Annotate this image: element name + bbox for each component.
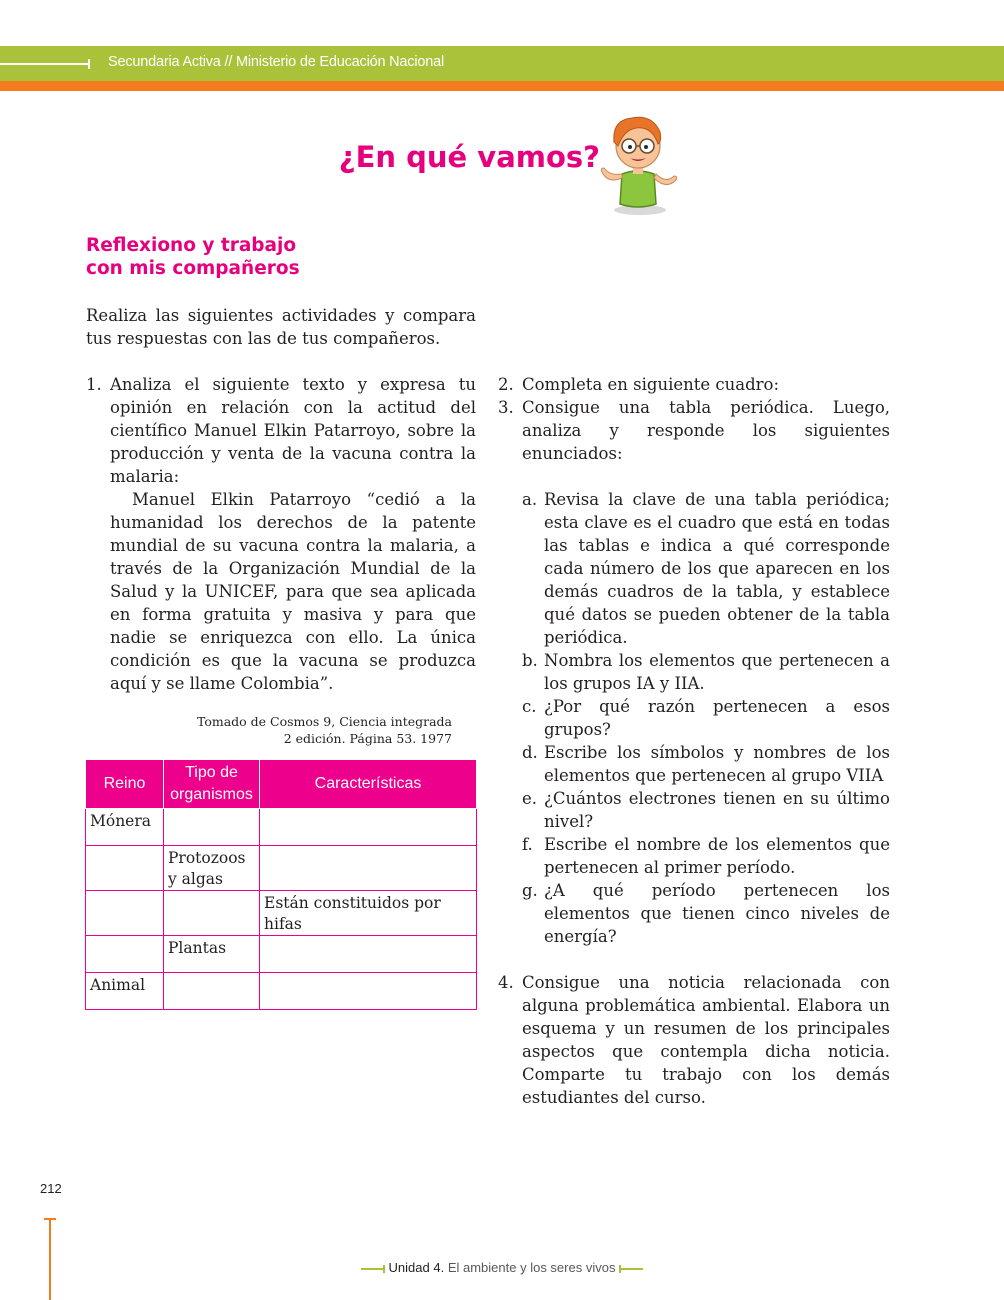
left-column xyxy=(86,373,476,747)
page-number: 212 xyxy=(40,1181,62,1196)
table-cell[interactable] xyxy=(260,809,477,846)
sub-item-g xyxy=(498,879,890,948)
item-text: Analiza el siguiente texto y expresa tu opinión en relación con la actitud del científico Manuel Elkin Patarroyo, sobre la producción y venta de la vacuna contra la malaria: xyxy=(110,375,476,486)
table-header: Características xyxy=(260,760,477,809)
sub-letter: e. xyxy=(522,789,538,808)
table-row xyxy=(86,809,477,846)
footer-unit-title: El ambiente y los seres vivos xyxy=(447,1260,616,1275)
table-cell[interactable] xyxy=(260,973,477,1010)
table-cell[interactable] xyxy=(164,973,260,1010)
sub-item-c xyxy=(498,695,890,741)
table-cell[interactable]: Animal xyxy=(86,973,164,1010)
sub-item-d xyxy=(498,741,890,787)
right-column xyxy=(498,373,890,1109)
item-number: 1. xyxy=(86,375,102,394)
sub-text: ¿Cuántos electrones tienen en su último nivel? xyxy=(544,789,890,831)
table-header: Tipo de organismos xyxy=(164,760,260,809)
table-cell[interactable] xyxy=(86,891,164,936)
page-margin-line xyxy=(49,1218,51,1300)
intro-paragraph: Realiza las siguientes actividades y compara tus respuestas con las de tus compañeros. xyxy=(86,306,476,348)
kingdoms-table xyxy=(85,759,476,1010)
page-footer xyxy=(0,1260,1004,1275)
sub-item-f xyxy=(498,833,890,879)
sub-text: ¿A qué período pertenecen los elementos que tienen cinco niveles de energía? xyxy=(544,881,890,946)
item-text: Completa en siguiente cuadro: xyxy=(522,375,780,394)
sub-letter: g. xyxy=(522,881,538,900)
sub-text: Nombra los elementos que pertenecen a los grupos IA y IIA. xyxy=(544,651,890,693)
sub-letter: b. xyxy=(522,651,538,670)
activity-item-4 xyxy=(498,971,890,1109)
item-number: 3. xyxy=(498,398,514,417)
sub-letter: c. xyxy=(522,697,537,716)
table-cell[interactable]: Están constituidos por hifas xyxy=(260,891,477,936)
banner-text: Secundaria Activa // Ministerio de Educación Nacional xyxy=(108,54,444,70)
table-cell[interactable]: Mónera xyxy=(86,809,164,846)
table-cell[interactable] xyxy=(86,936,164,973)
table-row xyxy=(86,936,477,973)
table-cell[interactable]: Plantas xyxy=(164,936,260,973)
table-cell[interactable] xyxy=(260,936,477,973)
table-row xyxy=(86,846,477,891)
sub-letter: f. xyxy=(522,835,533,854)
sub-letter: d. xyxy=(522,743,538,762)
sub-text: Escribe los símbolos y nombres de los elementos que pertenecen al grupo VIIA xyxy=(544,743,890,785)
item-text: Consigue una noticia relacionada con alguna problemática ambiental. Elabora un esquema y un resumen de los principales aspectos que contempla dicha noticia. Comparte tu trabajo con los demás estudiantes del curso. xyxy=(522,973,890,1107)
banner-decorative-line xyxy=(0,63,90,65)
sub-text: Revisa la clave de una tabla periódica; esta clave es el cuadro que está en todas las tablas e indica a qué corresponde cada número de los que aparecen en los demás cuadros de la tabla, y establece qué datos se pueden obtener de la tabla periódica. xyxy=(544,490,890,647)
footer-left-dash xyxy=(361,1268,385,1270)
table-cell[interactable]: Protozoos y algas xyxy=(164,846,260,891)
activity-item-2 xyxy=(498,373,890,396)
quote-text: Manuel Elkin Patarroyo “cedió a la humanidad los derechos de la patente mundial de su vacuna contra la malaria, a través de la Organización Mundial de la Salud y la UNICEF, para que sea aplicada en forma gratuita y masiva y para que nadie se enriquezca con ello. La única condición es que la vacuna se produzca aquí y se llame Colombia”. xyxy=(110,490,476,693)
table-header-row xyxy=(86,760,477,809)
quote-source xyxy=(86,713,476,747)
activity-item-1 xyxy=(86,373,476,488)
sub-text: Escribe el nombre de los elementos que pertenecen al primer período. xyxy=(544,835,890,877)
sub-letter: a. xyxy=(522,490,538,509)
header-banner xyxy=(0,46,1004,81)
item-text: Consigue una tabla periódica. Luego, analiza y responde los siguientes enunciados: xyxy=(522,398,890,463)
table-row xyxy=(86,891,477,936)
page-title: ¿En qué vamos? xyxy=(338,140,600,174)
source-line-1: Tomado de Cosmos 9, Ciencia integrada xyxy=(196,714,452,729)
table-header: Reino xyxy=(86,760,164,809)
orange-stripe xyxy=(0,81,1004,91)
section-heading xyxy=(86,234,346,280)
table-cell[interactable] xyxy=(164,809,260,846)
sub-text: ¿Por qué razón pertenecen a esos grupos? xyxy=(544,697,890,739)
item-number: 4. xyxy=(498,973,514,992)
section-heading-line2: con mis compañeros xyxy=(86,258,300,279)
table-row xyxy=(86,973,477,1010)
item-number: 2. xyxy=(498,375,514,394)
section-heading-line1: Reflexiono y trabajo xyxy=(86,235,297,256)
activity-item-3 xyxy=(498,396,890,465)
sub-item-e xyxy=(498,787,890,833)
table-cell[interactable] xyxy=(86,846,164,891)
table-cell[interactable] xyxy=(164,891,260,936)
quote-block xyxy=(110,488,476,695)
boy-with-glasses-mascot-icon xyxy=(596,112,680,216)
source-line-2: 2 edición. Página 53. 1977 xyxy=(283,731,452,746)
table-cell[interactable] xyxy=(260,846,477,891)
footer-unit-label: Unidad 4. xyxy=(388,1260,445,1275)
sub-item-b xyxy=(498,649,890,695)
sub-item-a xyxy=(498,488,890,649)
footer-right-dash xyxy=(619,1268,643,1270)
